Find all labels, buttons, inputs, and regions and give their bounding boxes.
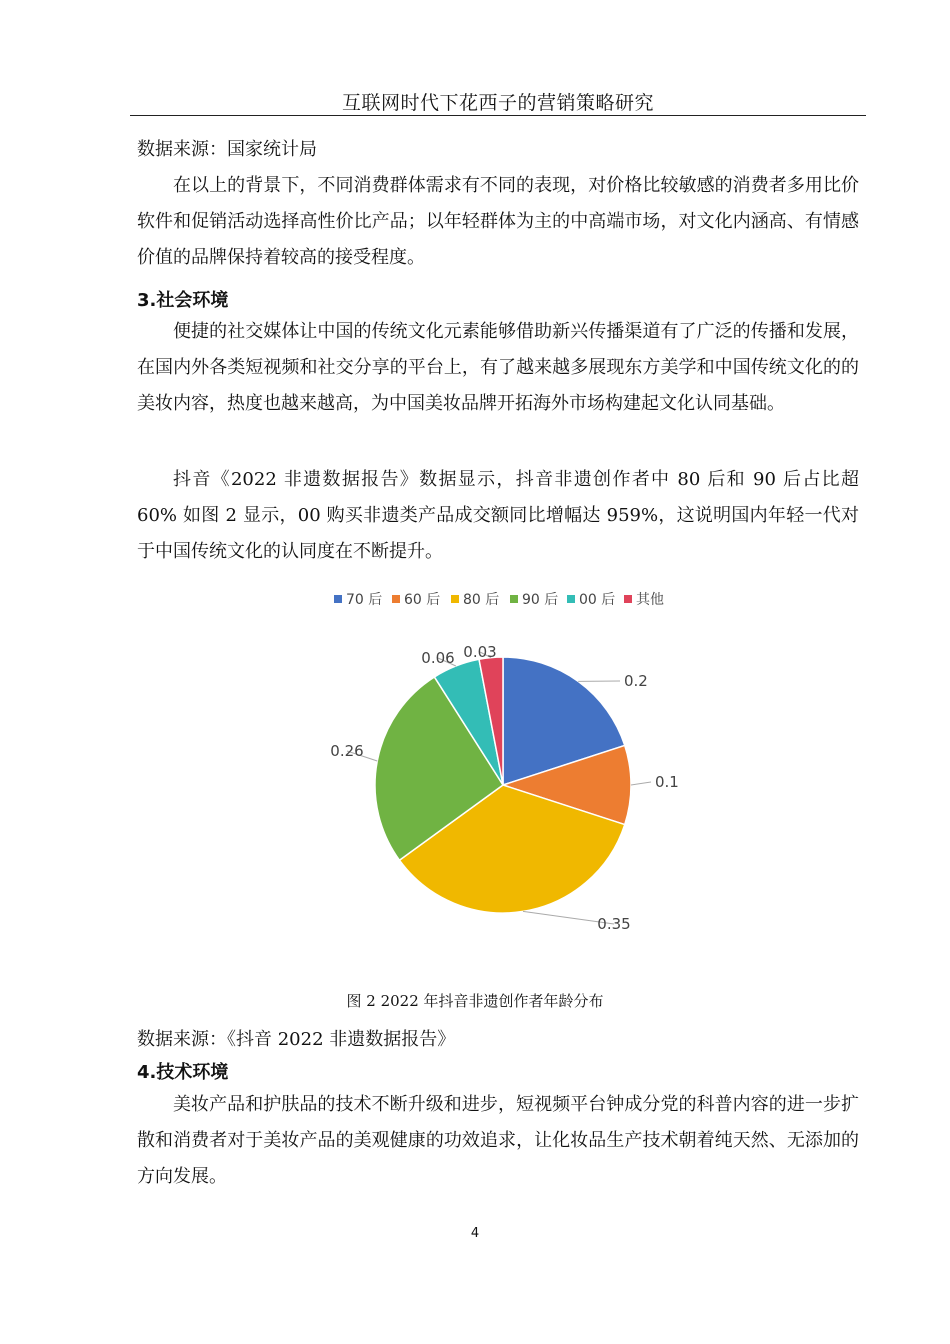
data-label: 0.1 [655, 773, 679, 791]
body-paragraph: 美妆产品和护肤品的技术不断升级和进步，短视频平台钟成分党的科普内容的进一步扩散和消费者对于美妆产品的美观健康的功效追求，让化妆品生产技术朝着纯天然、无添加的方向发展。 [137, 1094, 859, 1187]
section-heading: 4.技术环境 [137, 1062, 229, 1083]
figure-caption: 图 2 2022 年抖音非遗创作者年龄分布 [346, 992, 604, 1010]
legend-label: 60 后 [404, 592, 441, 608]
header-rule [130, 115, 866, 116]
legend-swatch [510, 595, 518, 603]
legend-swatch [624, 595, 632, 603]
legend-swatch [334, 595, 342, 603]
legend-label: 80 后 [463, 592, 500, 608]
leader-line [631, 782, 651, 785]
legend-label: 其他 [636, 592, 664, 608]
page-header-title: 互联网时代下花西子的营销策略研究 [341, 92, 654, 114]
data-source-line: 数据来源：《抖音 2022 非遗数据报告》 [137, 1029, 456, 1050]
body-paragraph: 便捷的社交媒体让中国的传统文化元素能够借助新兴传播渠道有了广泛的传播和发展，在国内外各类短视频和社交分享的平台上，有了越来越多展现东方美学和中国传统文化的的美妆内容，热度也越来越高，为中国美妆品牌开拓海外市场构建起文化认同基础。 [137, 321, 859, 414]
data-source-line: 数据来源：国家统计局 [137, 139, 317, 160]
legend-swatch [567, 595, 575, 603]
data-label: 0.2 [624, 672, 648, 690]
legend-label: 00 后 [579, 592, 616, 608]
legend-label: 90 后 [522, 592, 559, 608]
legend-swatch [392, 595, 400, 603]
pie-slices [375, 657, 631, 913]
chart-legend [334, 592, 664, 608]
data-label: 0.35 [597, 915, 631, 933]
legend-swatch [451, 595, 459, 603]
data-label: 0.03 [463, 643, 497, 661]
pie-chart [0, 580, 950, 960]
data-label: 0.26 [330, 742, 364, 760]
page-number: 4 [470, 1226, 480, 1241]
legend-label: 70 后 [346, 592, 383, 608]
section-heading: 3.社会环境 [137, 290, 229, 311]
data-label: 0.06 [421, 649, 455, 667]
body-paragraph: 抖音《2022 非遗数据报告》数据显示，抖音非遗创作者中 80 后和 90 后占比超 60% 如图 2 显示，00 购买非遗类产品成交额同比增幅达 959%，这说明国内年轻一代对于中国传统文化的认同度在不断提升。 [137, 469, 859, 562]
body-paragraph: 在以上的背景下，不同消费群体需求有不同的表现，对价格比较敏感的消费者多用比价软件和促销活动选择高性价比产品；以年轻群体为主的中高端市场，对文化内涵高、有情感价值的品牌保持着较高的接受程度。 [137, 175, 859, 268]
